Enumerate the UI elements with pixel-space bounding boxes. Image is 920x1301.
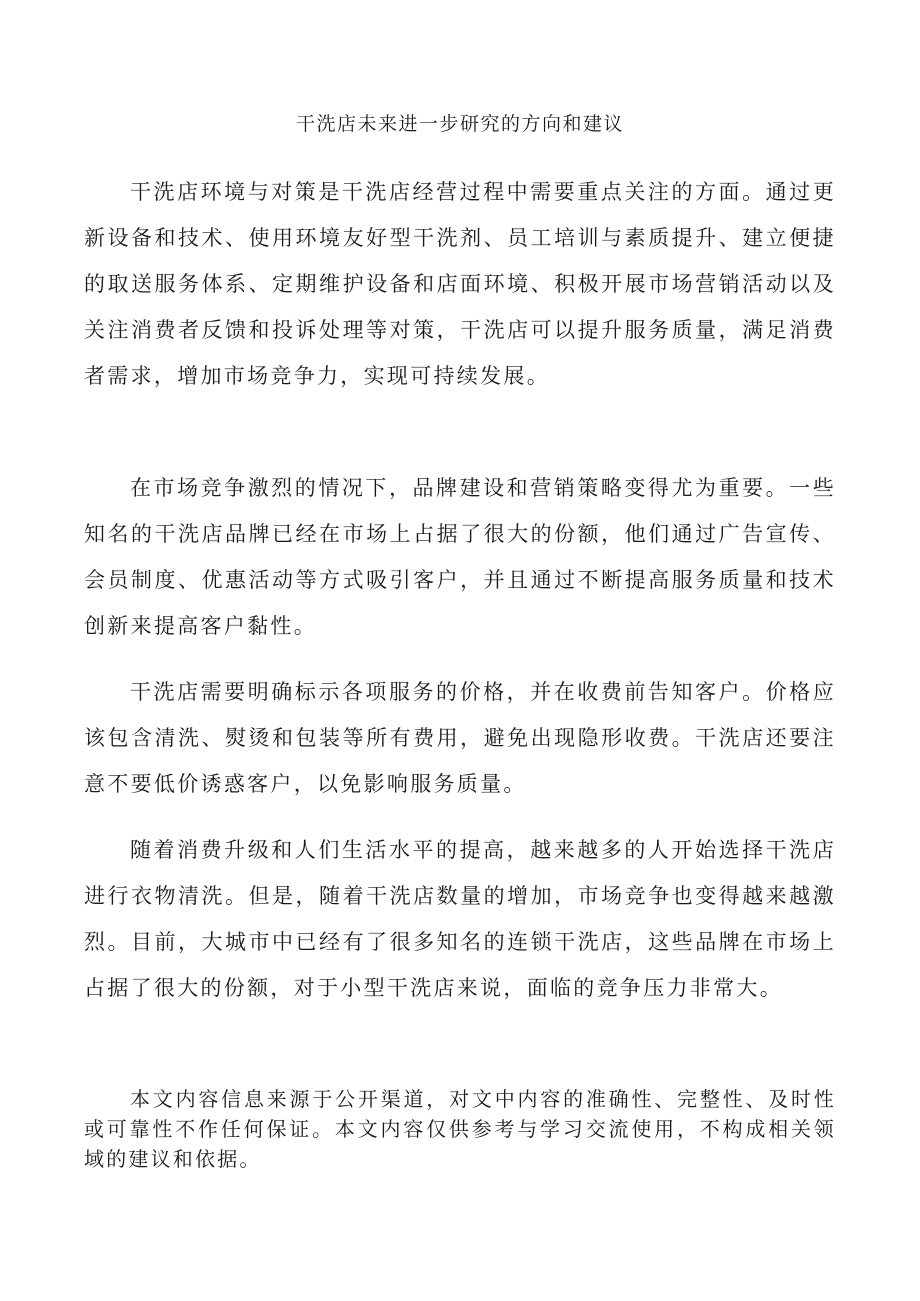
paragraph-pricing: 干洗店需要明确标示各项服务的价格，并在收费前告知客户。价格应该包含清洗、熨烫和包装等所有费用，避免出现隐形收费。干洗店还要注意不要低价诱惑客户，以免影响服务质量。: [84, 680, 836, 796]
paragraph-brand-marketing: 在市场竞争激烈的情况下，品牌建设和营销策略变得尤为重要。一些知名的干洗店品牌已经在市场上占据了很大的份额，他们通过广告宣传、会员制度、优惠活动等方式吸引客户，并且通过不断提高服务质量和技术创新来提高客户黏性。: [84, 476, 836, 638]
paragraph-environment-strategy: 干洗店环境与对策是干洗店经营过程中需要重点关注的方面。通过更新设备和技术、使用环境友好型干洗剂、员工培训与素质提升、建立便捷的取送服务体系、定期维护设备和店面环境、积极开展市场营销活动以及关注消费者反馈和投诉处理等对策，干洗店可以提升服务质量，满足消费者需求，增加市场竞争力，实现可持续发展。: [84, 180, 836, 388]
disclaimer-text: 本文内容信息来源于公开渠道，对文中内容的准确性、完整性、及时性或可靠性不作任何保证。本文内容仅供参考与学习交流使用，不构成相关领域的建议和依据。: [84, 1087, 836, 1171]
document-title: 干洗店未来进一步研究的方向和建议: [295, 113, 624, 135]
paragraph-market-competition: 随着消费升级和人们生活水平的提高，越来越多的人开始选择干洗店进行衣物清洗。但是，随着干洗店数量的增加，市场竞争也变得越来越激烈。目前，大城市中已经有了很多知名的连锁干洗店，这些品牌在市场上占据了很大的份额，对于小型干洗店来说，面临的竞争压力非常大。: [84, 838, 836, 1000]
